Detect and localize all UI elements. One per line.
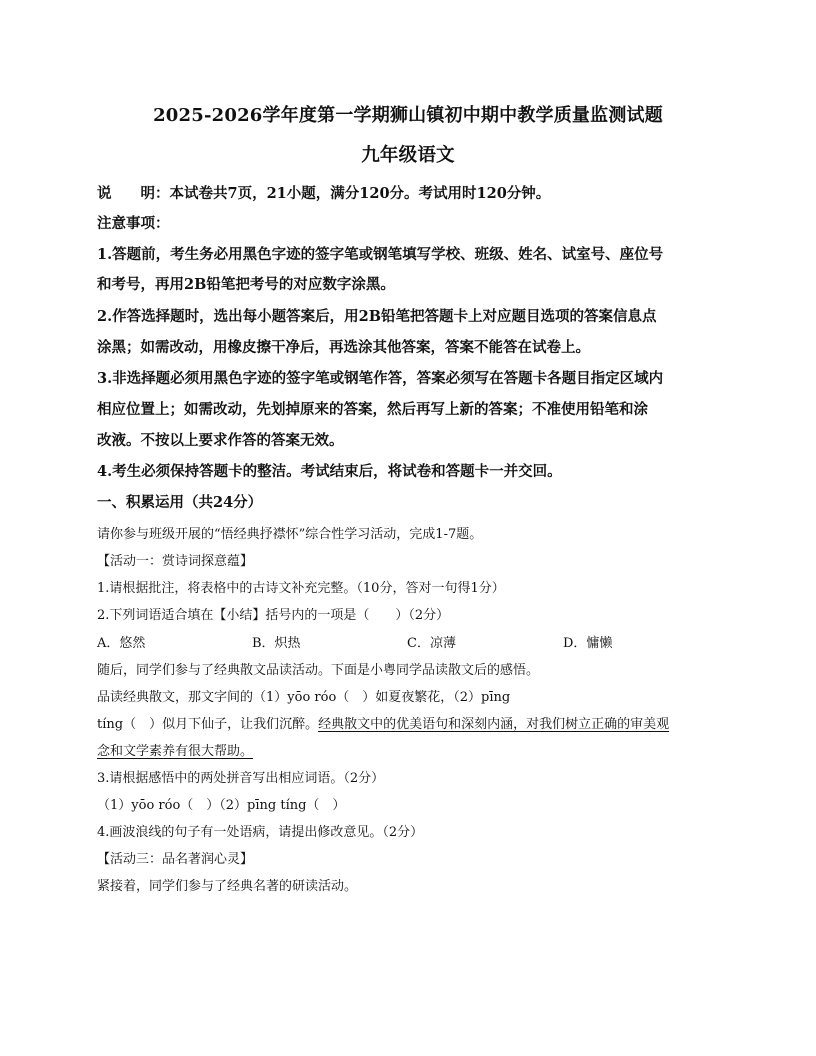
wavy-sentence-part-1: 经典散文中的优美语句和深刻内涵，对我们树立正确的审美观 xyxy=(318,717,670,732)
paragraph-2: 品读经典散文，那文字间的（1）yōo róo（ ）如夏夜繁花，（2）pīng xyxy=(97,690,511,705)
note-item-4: 4.考生必须保持答题卡的整洁。考试结束后，将试卷和答题卡一并交回。 xyxy=(97,463,562,480)
note-item-3-line-1: 3.非选择题必须用黑色字迹的签字笔或钢笔作答，答案必须写在答题卡各题目指定区域内 xyxy=(97,370,664,387)
note-item-3-line-2: 相应位置上；如需改动，先划掉原来的答案，然后再写上新的答案；不准使用铅笔和涂 xyxy=(97,401,648,418)
note-item-1-line-2: 和考号，再用2B铅笔把考号的对应数字涂黑。 xyxy=(97,276,395,293)
activity-1-heading: 【活动一：赏诗词探意蕴】 xyxy=(97,554,254,569)
question-4: 4.画波浪线的句子有一处语病，请提出修改意见。（2分） xyxy=(97,825,424,840)
q2-option-c: C．凉薄 xyxy=(407,636,456,651)
paragraph-3-plain: tíng（ ）似月下仙子，让我们沉醉。 xyxy=(97,717,319,732)
q2-option-b: B．炽热 xyxy=(252,636,301,651)
wavy-sentence-part-2: 念和文学素养有很大帮助。 xyxy=(97,744,254,759)
section-1-heading: 一、积累运用（共24分） xyxy=(97,494,263,511)
paragraph-1: 随后，同学们参与了经典散文品读活动。下面是小粤同学品读散文后的感悟。 xyxy=(97,663,540,678)
note-item-2-line-2: 涂黑；如需改动，用橡皮擦干净后，再选涂其他答案，答案不能答在试卷上。 xyxy=(97,339,590,356)
note-item-3-line-3: 改液。不按以上要求作答的答案无效。 xyxy=(97,432,344,449)
attention-heading: 注意事项： xyxy=(97,215,170,232)
exam-title: 2025-2026学年度第一学期狮山镇初中期中教学质量监测试题 xyxy=(153,105,663,126)
note-item-1-line-1: 1.答题前，考生务必用黑色字迹的签字笔或钢笔填写学校、班级、姓名、试室号、座位号 xyxy=(97,246,664,263)
paragraph-5: 紧接着，同学们参与了经典名著的研读活动。 xyxy=(97,879,358,894)
q2-option-a: A．悠然 xyxy=(97,636,146,651)
explain-line xyxy=(97,182,550,203)
paragraph-3 xyxy=(97,713,669,732)
explain-text: 本试卷共7页，21小题，满分120分。考试用时120分钟。 xyxy=(169,185,551,202)
question-1: 1.请根据批注，将表格中的古诗文补充完整。（10分，答对一句得1分） xyxy=(97,581,505,596)
exam-subtitle: 九年级语文 xyxy=(361,145,455,166)
question-3-blanks: （1）yōo róo（ ）（2）pīng tíng（ ） xyxy=(97,798,346,813)
note-item-2-line-1: 2.作答选择题时，选出每小题答案后，用2B铅笔把答题卡上对应题目选项的答案信息点 xyxy=(97,308,657,325)
question-2: 2.下列词语适合填在【小结】括号内的一项是（ ）（2分） xyxy=(97,608,450,623)
question-3: 3.请根据感悟中的两处拼音写出相应词语。（2分） xyxy=(97,771,385,786)
activity-3-heading: 【活动三：品名著润心灵】 xyxy=(97,852,254,867)
q2-option-d: D．慵懒 xyxy=(563,636,613,651)
section-intro: 请你参与班级开展的“悟经典抒襟怀”综合性学习活动，完成1-7题。 xyxy=(97,527,483,542)
explain-label: 说 明： xyxy=(97,185,170,202)
